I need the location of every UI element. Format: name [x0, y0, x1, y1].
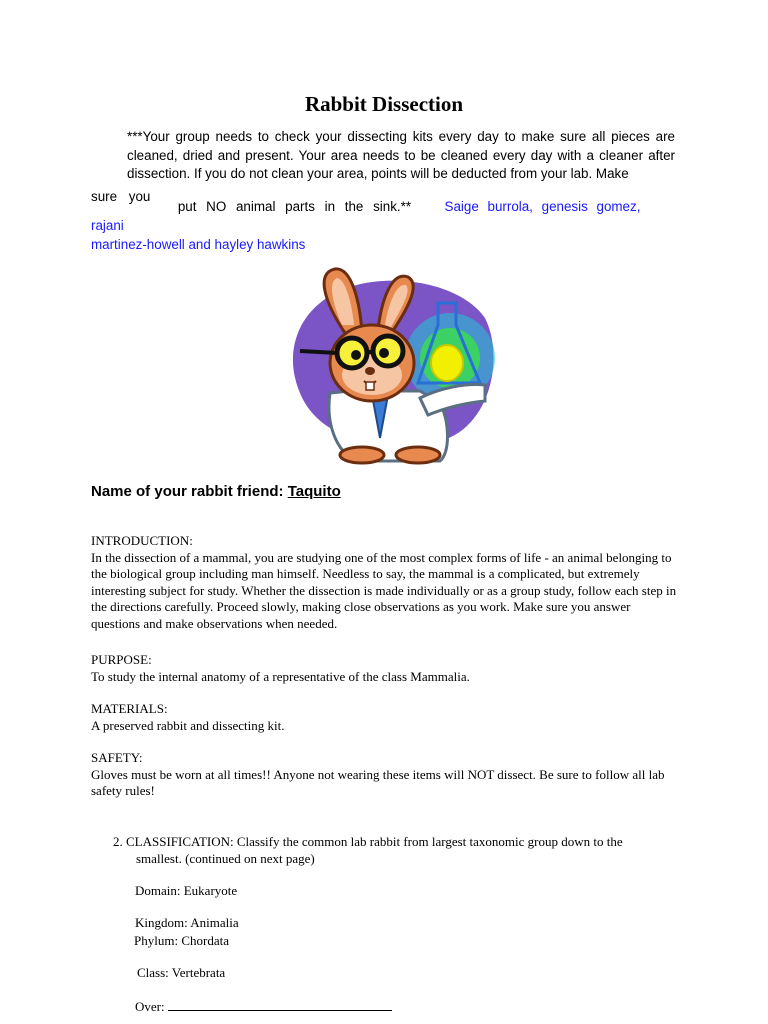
classification-line1: 2. CLASSIFICATION: Classify the common lab rabbit from largest taxonomic group down to the: [113, 834, 623, 849]
domain-line: Domain: Eukaryote: [135, 883, 238, 898]
order-line: [135, 998, 725, 1016]
rabbit-friend-name: [91, 483, 341, 500]
materials-section: [91, 701, 681, 734]
cleaning-warning: ***Your group needs to check your dissecting kits every day to make sure all pieces are cleaned, dried and present. Your area needs to be cleaned every day with a cleaner after dissection. If you do not clean your area, points will be deducted from your lab. Make: [127, 129, 675, 181]
classification-line2: smallest. (continued on next page): [136, 850, 315, 866]
phylum-line: Phylum: Chordata: [134, 933, 229, 948]
class-line: Class: Vertebrata: [137, 965, 226, 980]
page-title: Rabbit Dissection: [304, 92, 464, 116]
safety-text: Gloves must be worn at all times!! Anyone not wearing these items will NOT dissect. Be sure to follow all lab safety rules!: [91, 766, 665, 798]
sink-text: put NO animal parts in the sink.**: [177, 199, 412, 214]
group-names-line2: martinez-howell and hayley hawkins: [91, 237, 306, 252]
friend-name: Taquito: [287, 483, 341, 500]
sink-warning-row: [91, 189, 675, 254]
materials-heading: MATERIALS:: [91, 701, 168, 716]
introduction-heading: INTRODUCTION:: [91, 533, 193, 548]
kingdom-line: Kingdom: Animalia: [135, 915, 239, 930]
introduction-text: In the dissection of a mammal, you are studying one of the most complex forms of life - an animal belonging to the biological group including man himself. Needless to say, the mammal is a complicated, but extremely interesting subject for study. Whether the dissection is made individually or as a group study, follow each step in the directions carefully. Proceed slowly, making close observations as you work. Make sure you answer questions and make observations when needed.: [91, 549, 677, 631]
safety-section: [91, 750, 681, 800]
materials-text: A preserved rabbit and dissecting kit.: [91, 717, 285, 733]
friend-label: Name of your rabbit friend:: [91, 483, 288, 500]
purpose-section: [91, 652, 681, 685]
order-answer-blank[interactable]: [168, 998, 392, 1011]
order-label: Over:: [135, 999, 165, 1014]
safety-heading: SAFETY:: [91, 750, 143, 765]
classification-section: [113, 834, 683, 867]
introduction-section: [91, 533, 681, 632]
group-names-line1: Saige burrola, genesis gomez, rajani: [91, 199, 641, 233]
sure-you-text: sure you: [91, 189, 151, 204]
rabbit-scientist-illustration: [290, 263, 498, 465]
purpose-text: To study the internal anatomy of a representative of the class Mammalia.: [91, 668, 470, 684]
purpose-heading: PURPOSE:: [91, 652, 152, 667]
